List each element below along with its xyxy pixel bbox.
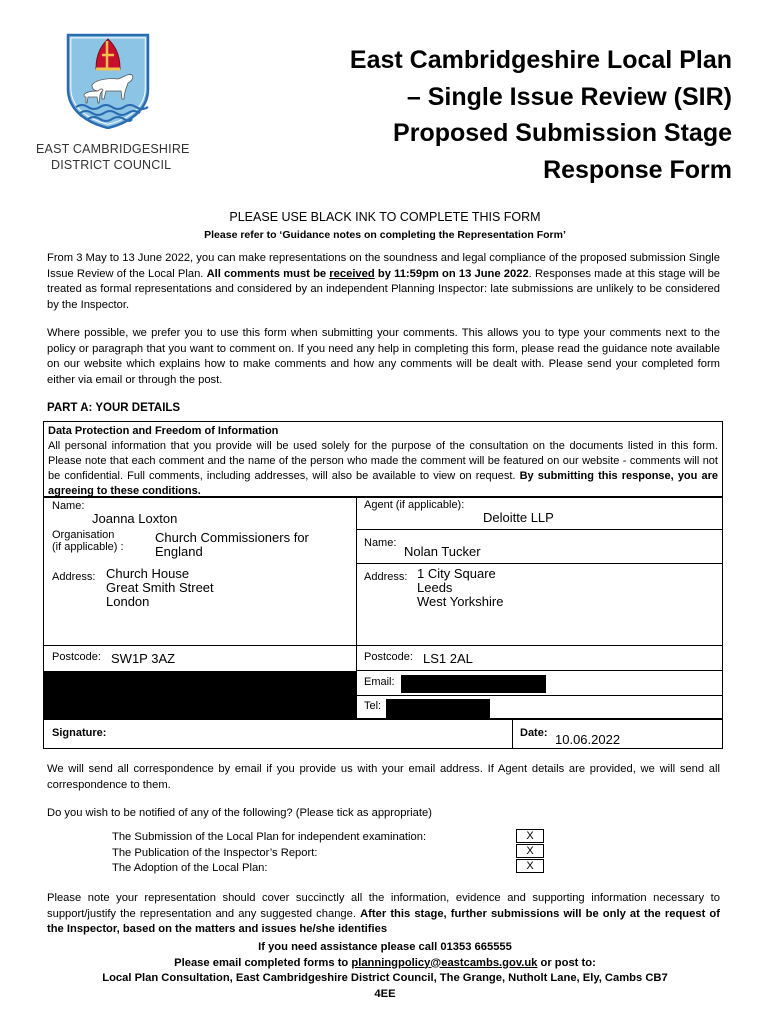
- postal-address-line2: 4EE: [374, 987, 396, 1000]
- date-value[interactable]: 10.06.2022: [555, 732, 621, 747]
- redacted-tel: [386, 699, 490, 718]
- page-title: [350, 42, 732, 188]
- data-protection-heading: Data Protection and Freedom of Information: [48, 425, 279, 437]
- email-link[interactable]: planningpolicy@eastcambs.gov.uk: [351, 956, 538, 969]
- address-label: Address:: [52, 571, 96, 583]
- agent-postcode-label: Postcode:: [364, 651, 413, 663]
- organisation-value[interactable]: Church Commissioners for England: [155, 530, 309, 559]
- name-value[interactable]: Joanna Loxton: [92, 511, 178, 526]
- part-a-heading: PART A: YOUR DETAILS: [47, 402, 181, 414]
- checkbox-submission[interactable]: X: [516, 829, 544, 843]
- signature-row: [43, 719, 723, 749]
- tel-label: Tel:: [364, 700, 382, 712]
- date-label: Date:: [520, 727, 548, 739]
- notify-option-submission: The Submission of the Local Plan for independent examination:: [112, 831, 427, 843]
- guidance-reference: Please refer to ‘Guidance notes on completing the Representation Form’: [204, 229, 566, 241]
- address-value[interactable]: Church House Great Smith Street London: [106, 566, 214, 609]
- agent-value[interactable]: Deloitte LLP: [483, 510, 554, 525]
- grid-row-line: [357, 695, 723, 696]
- signature-label: Signature:: [52, 727, 107, 739]
- email-label: Email:: [364, 676, 395, 688]
- agent-postcode-value[interactable]: LS1 2AL: [423, 651, 473, 666]
- council-name-line1: EAST CAMBRIDGESHIRE: [36, 142, 190, 156]
- name-label: Name:: [52, 500, 85, 512]
- council-name-line2: DISTRICT COUNCIL: [51, 158, 172, 172]
- grid-divider: [356, 497, 357, 719]
- grid-row-line: [357, 529, 723, 530]
- agent-name-value[interactable]: Nolan Tucker: [404, 544, 481, 559]
- notify-options: [112, 830, 426, 877]
- postcode-value[interactable]: SW1P 3AZ: [111, 651, 176, 666]
- checkbox-publication[interactable]: X: [516, 844, 544, 858]
- data-protection-text: All personal information that you provide will be used solely for the purpose of the consultation on the documents listed in this form. Please note that each comment and the name of the person who made the comment will be featured on our website - comments will not be confidential. Full comments, including addresses, will also be available to view on request. By submitting this response, you are agreeing to these conditions.: [48, 440, 719, 497]
- agent-address-label: Address:: [364, 571, 408, 583]
- postcode-label: Postcode:: [52, 651, 101, 663]
- email-line: Please email completed forms to planningpolicy@eastcambs.gov.uk or post to:: [174, 956, 596, 969]
- intro-paragraph-1: From 3 May to 13 June 2022, you can make representations on the soundness and legal compliance of the proposed submission Single Issue Review of the Local Plan. All comments must be received by 11:59pm on 13 June 2022. Responses made at this stage will be treated as formal representations and considered by an independent Planning Inspector: late submissions are unlikely to be considered by the Inspector.: [47, 252, 721, 311]
- correspondence-note: We will send all correspondence by email if you provide us with your email address. If Agent details are provided, we will send all correspondence to them.: [47, 763, 720, 791]
- title-line-4: Response Form: [543, 155, 732, 184]
- agent-name-label: Name:: [364, 537, 397, 549]
- footer: [0, 940, 770, 1002]
- organisation-label: Organisation (if applicable) :: [52, 529, 124, 553]
- grid-row-line: [357, 670, 723, 671]
- representation-note: Please note your representation should cover succinctly all the information, evidence and supporting information necessary to support/justify the representation and any suggested change. After this stage, further submissions will be only at the request of the Inspector, based on the matters and issues he/she identifies: [47, 892, 720, 936]
- title-line-1: East Cambridgeshire Local Plan: [349, 46, 732, 74]
- redacted-email: [401, 675, 546, 693]
- council-crest-logo: [66, 33, 150, 129]
- redacted-block: [43, 671, 356, 719]
- notify-question: Do you wish to be notified of any of the following? (Please tick as appropriate): [47, 807, 432, 819]
- title-line-2: – Single Issue Review (SIR): [406, 82, 732, 111]
- grid-row-line: [43, 645, 723, 646]
- notify-option-publication: The Publication of the Inspector’s Report:: [112, 846, 318, 859]
- assistance-line: If you need assistance please call 01353 665555: [258, 941, 512, 953]
- checkbox-adoption[interactable]: X: [516, 859, 544, 873]
- data-protection-box: [43, 421, 723, 497]
- agent-address-value[interactable]: 1 City Square Leeds West Yorkshire: [417, 566, 504, 609]
- postal-address-line1: Local Plan Consultation, East Cambridgeshire District Council, The Grange, Nutholt Lane, Ely, Cambs CB7: [102, 972, 668, 984]
- agent-label: Agent (if applicable):: [364, 499, 465, 511]
- ink-notice: PLEASE USE BLACK INK TO COMPLETE THIS FORM: [229, 210, 541, 224]
- title-line-3: Proposed Submission Stage: [393, 119, 732, 147]
- grid-row-line: [357, 563, 723, 564]
- notify-option-adoption: The Adoption of the Local Plan:: [112, 862, 268, 874]
- intro-paragraph-2: Where possible, we prefer you to use this form when submitting your comments. This allows you to type your comments next to the policy or paragraph that you want to comment on. If you need any help in completing this form, please read the guidance note available on our website which explains how to make comments and how any comments will be dealt with. Please send your completed form either via email or through the post.: [47, 327, 720, 386]
- grid-divider: [512, 719, 513, 749]
